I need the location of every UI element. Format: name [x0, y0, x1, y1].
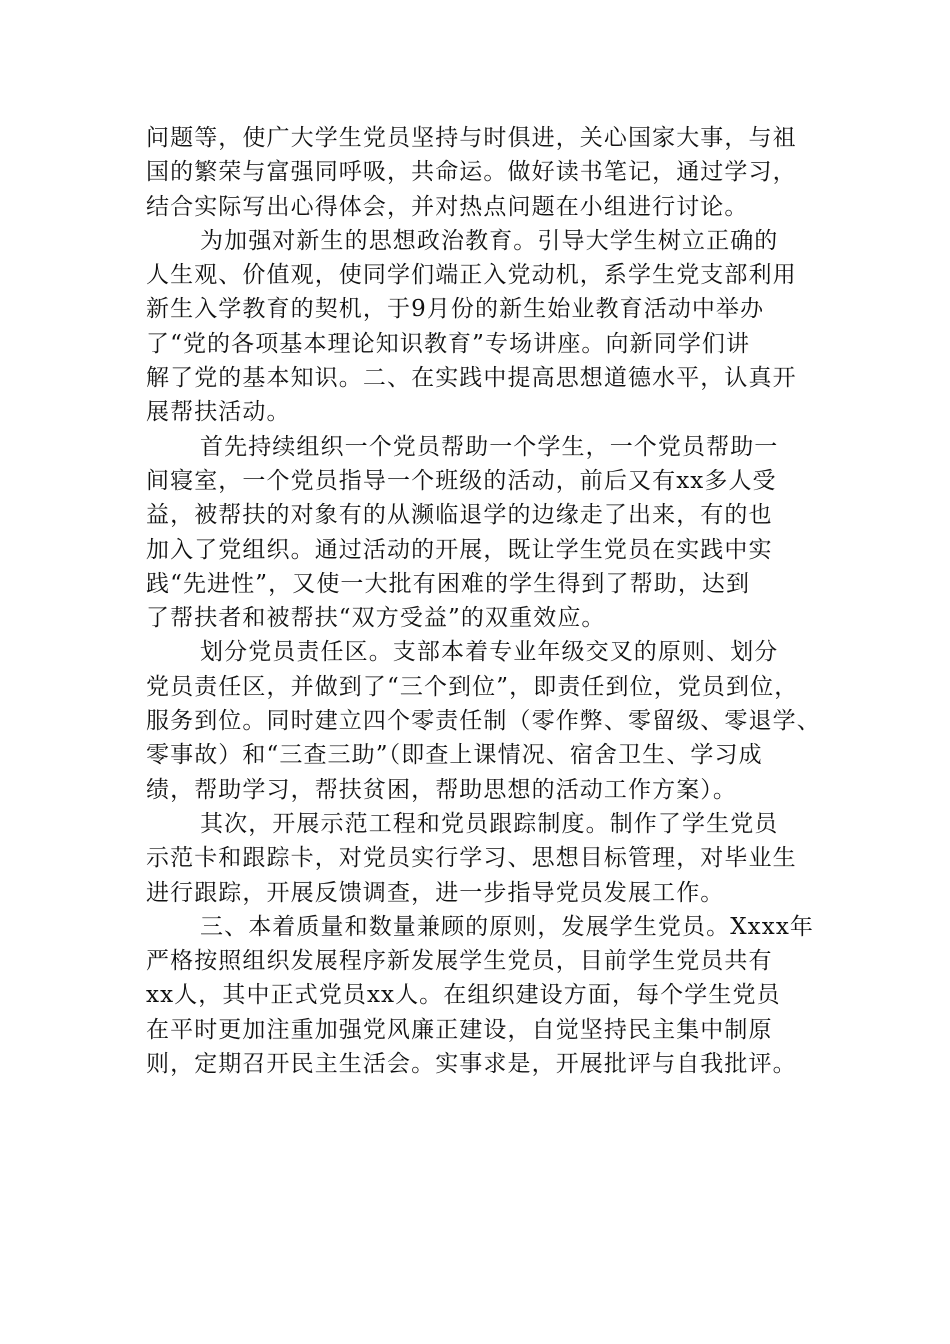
text-line: 其次，开展示范工程和党员跟踪制度。制作了学生党员	[200, 810, 779, 837]
text-line: 结合实际写出心得体会，并对热点问题在小组进行讨论。	[146, 193, 749, 220]
text-line: xx人，其中正式党员xx人。在组织建设方面，每个学生党员	[146, 982, 781, 1009]
text-line: 示范卡和跟踪卡，对党员实行学习、思想目标管理，对毕业生	[146, 845, 797, 872]
text-line: 首先持续组织一个党员帮助一个学生，一个党员帮助一	[200, 433, 779, 460]
text-line: 在平时更加注重加强党风廉正建设，自觉坚持民主集中制原	[146, 1016, 773, 1043]
text-line: 绩，帮助学习，帮扶贫困，帮助思想的活动工作方案）。	[146, 776, 737, 803]
text-line: 展帮扶活动。	[146, 399, 291, 426]
text-line: 人生观、价值观，使同学们端正入党动机，系学生党支部利用	[146, 262, 797, 289]
text-line: 零事故）和“三查三助”（即查上课情况、宿舍卫生、学习成	[146, 742, 763, 769]
text-line: 国的繁荣与富强同呼吸，共命运。做好读书笔记，通过学习，	[146, 159, 797, 186]
text-line: 进行跟踪，开展反馈调查，进一步指导党员发展工作。	[146, 879, 725, 906]
text-line: 间寝室，一个党员指导一个班级的活动，前后又有xx多人受	[146, 467, 777, 494]
text-line: 严格按照组织发展程序新发展学生党员，目前学生党员共有	[146, 948, 773, 975]
text-line: 则，定期召开民主生活会。实事求是，开展批评与自我批评。	[146, 1051, 797, 1078]
text-line: 新生入学教育的契机，于9月份的新生始业教育活动中举办	[146, 296, 765, 323]
document-body	[146, 121, 821, 1081]
text-line: 服务到位。同时建立四个零责任制（零作弊、零留级、零退学、	[146, 708, 821, 735]
text-line: 益，被帮扶的对象有的从濒临退学的边缘走了出来，有的也	[146, 502, 773, 529]
text-line: 了“党的各项基本理论知识教育”专场讲座。向新同学们讲	[146, 330, 751, 357]
text-line: 了帮扶者和被帮扶“双方受益”的双重效应。	[146, 605, 606, 632]
text-line: 践“先进性”，又使一大批有困难的学生得到了帮助，达到	[146, 570, 751, 597]
text-line: 解了党的基本知识。二、在实践中提高思想道德水平，认真开	[146, 365, 797, 392]
text-line: 划分党员责任区。支部本着专业年级交叉的原则、划分	[200, 639, 779, 666]
text-line: 为加强对新生的思想政治教育。引导大学生树立正确的	[200, 227, 779, 254]
text-line: 党员责任区，并做到了“三个到位”，即责任到位，党员到位，	[146, 673, 799, 700]
text-line: 问题等，使广大学生党员坚持与时俱进，关心国家大事，与祖	[146, 125, 797, 151]
text-line: 加入了党组织。通过活动的开展，既让学生党员在实践中实	[146, 536, 773, 563]
text-line: 三、本着质量和数量兼顾的原则，发展学生党员。Xxxx年	[200, 913, 814, 940]
